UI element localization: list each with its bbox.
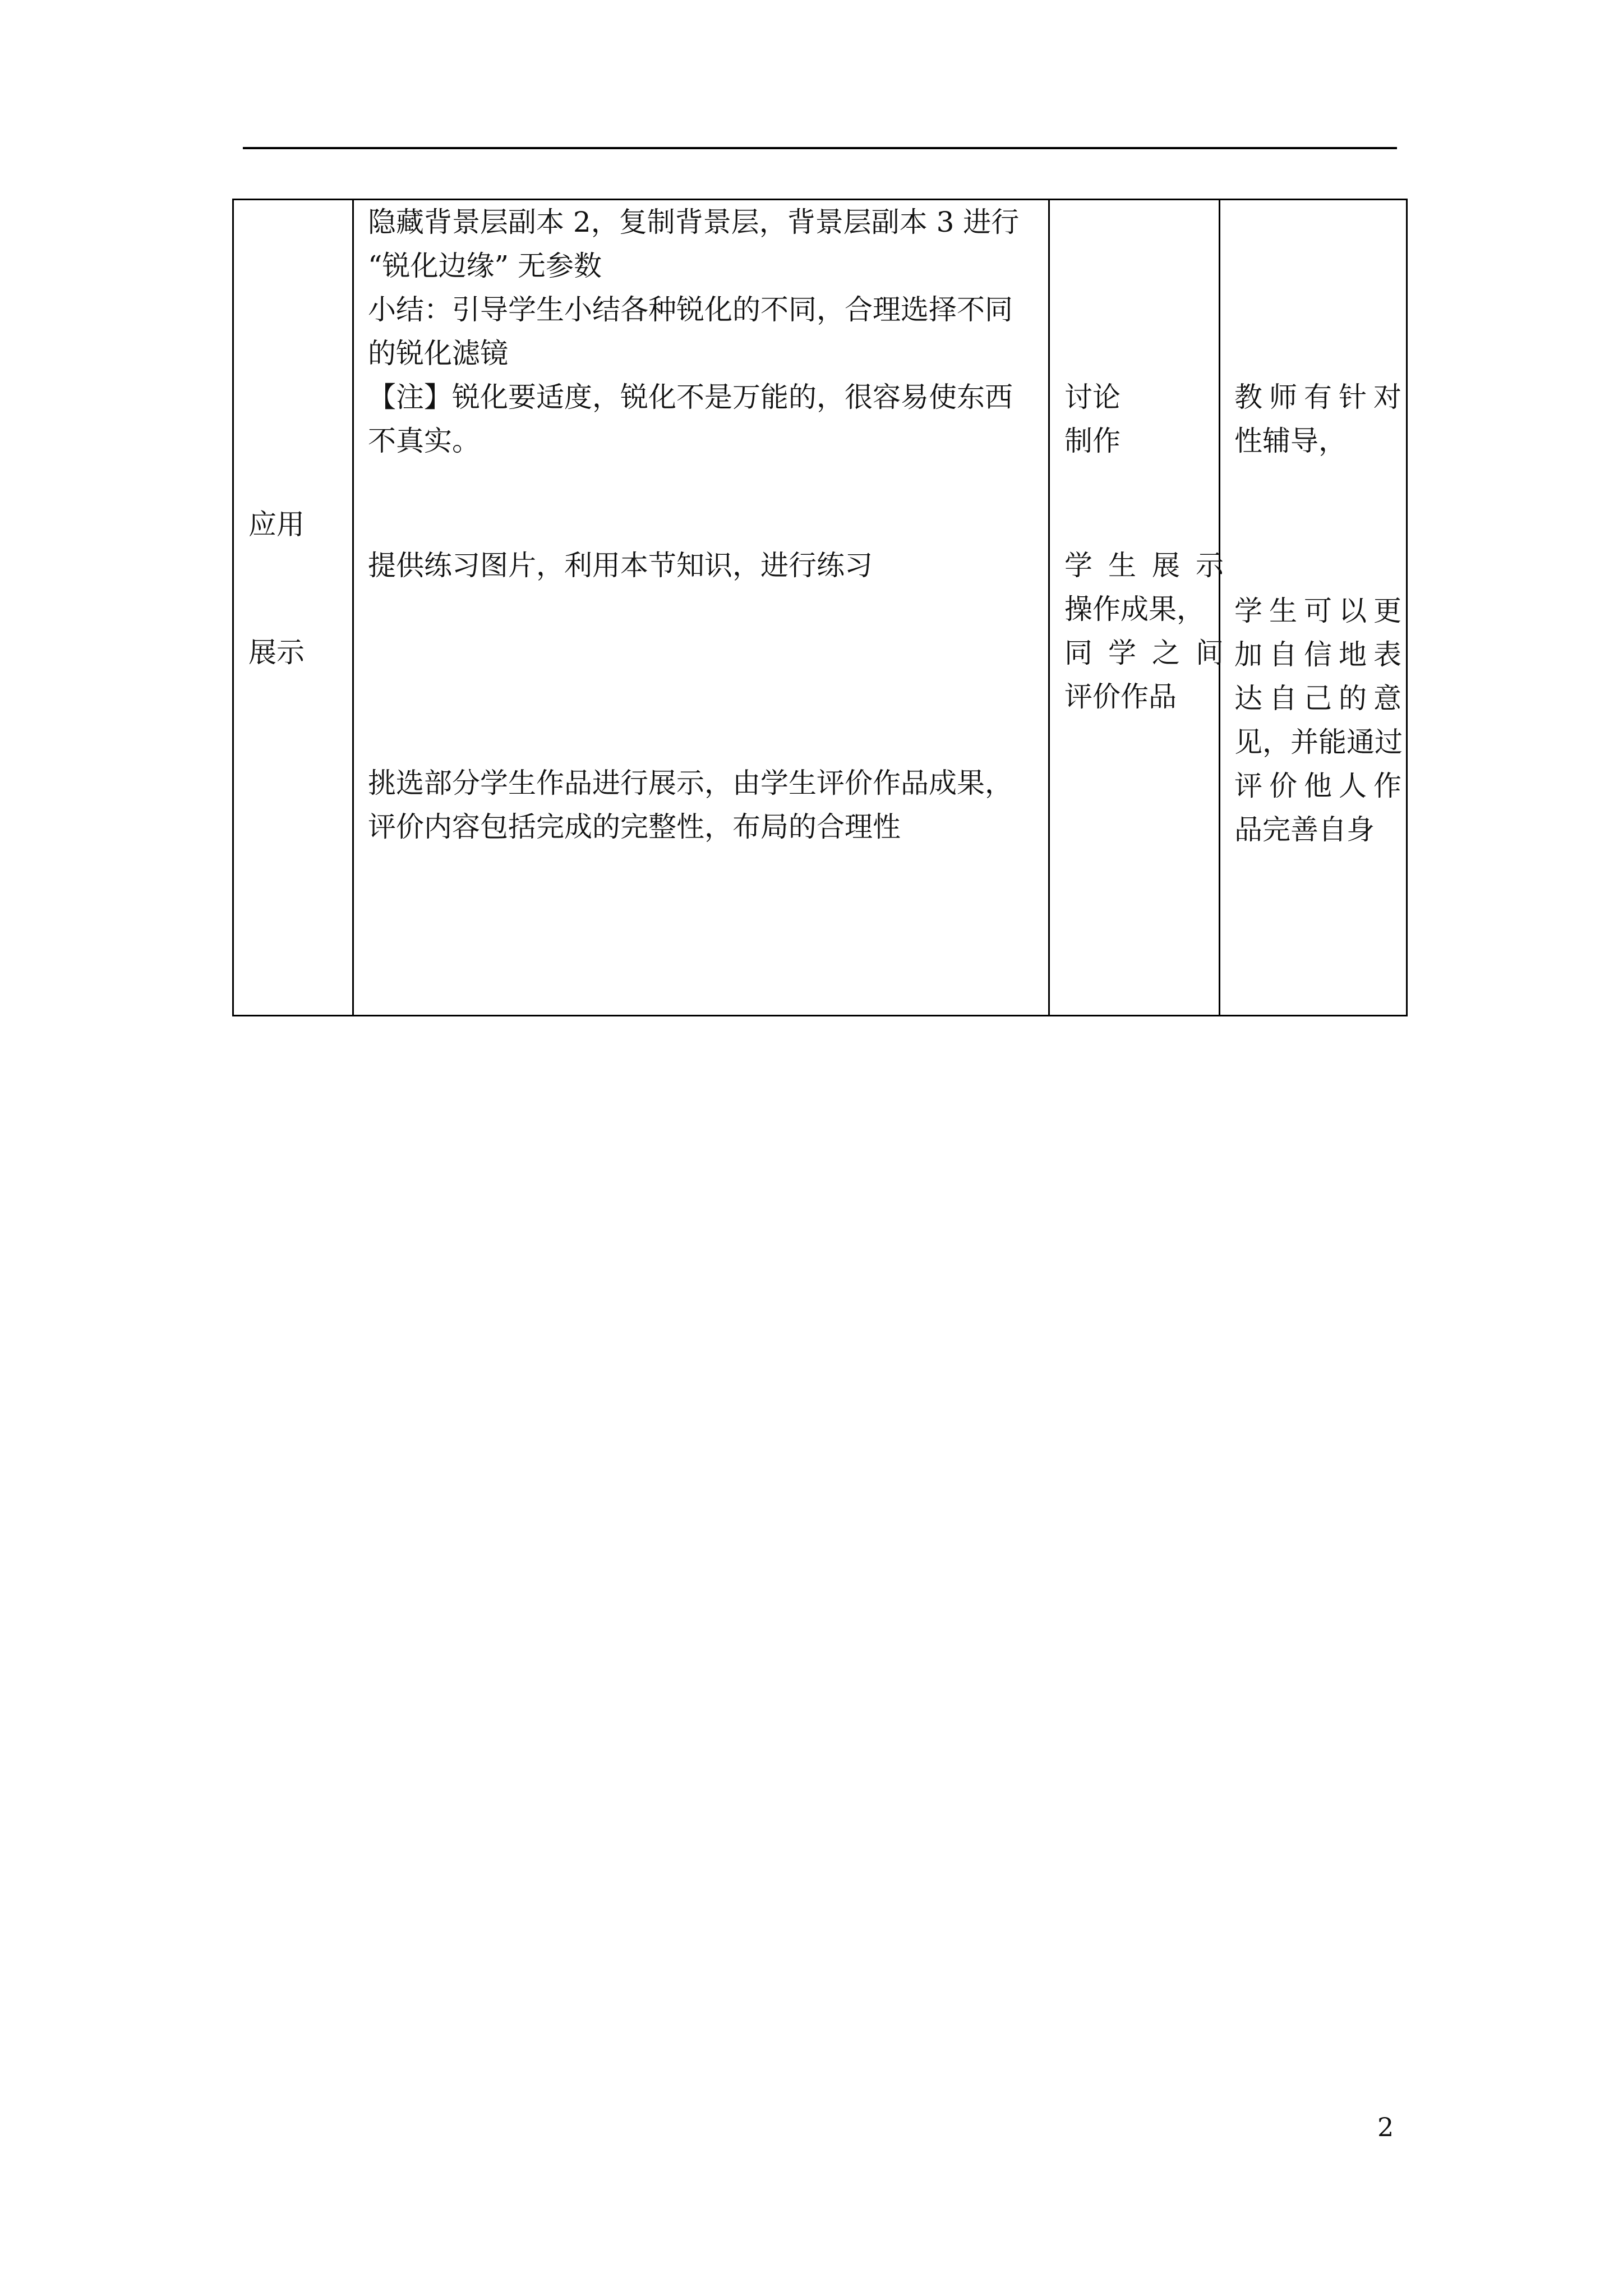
design-intent-line: 加自信地表 <box>1234 638 1408 671</box>
column-divider <box>352 200 354 1015</box>
design-intent-line: 达自己的意 <box>1234 682 1408 715</box>
student-activity-line: 学生展示 <box>1064 549 1239 582</box>
design-intent-line: 学生可以更 <box>1234 595 1408 627</box>
header-rule <box>243 147 1397 149</box>
content-line: 【注】锐化要适度，锐化不是万能的，很容易使东西 <box>368 381 1013 413</box>
stage-label-display: 展示 <box>248 636 305 669</box>
column-divider <box>1219 200 1220 1015</box>
student-activity-line: 讨论 <box>1064 381 1121 413</box>
stage-label-application: 应用 <box>248 508 305 541</box>
content-line: 提供练习图片，利用本节知识，进行练习 <box>368 549 873 582</box>
page-number: 2 <box>1377 2112 1394 2142</box>
column-divider <box>1048 200 1050 1015</box>
content-line: 不真实。 <box>368 425 480 457</box>
design-intent-line: 品完善自身 <box>1234 813 1375 846</box>
student-activity-line: 同学之间 <box>1064 637 1239 669</box>
design-intent-line: 性辅导， <box>1234 425 1347 457</box>
design-intent-line: 见，并能通过 <box>1234 726 1403 758</box>
content-line: 的锐化滤镜 <box>368 337 508 370</box>
content-line: 隐藏背景层副本 2，复制背景层，背景层副本 3 进行 <box>368 206 1020 238</box>
content-line: 挑选部分学生作品进行展示，由学生评价作品成果， <box>368 767 1013 799</box>
student-activity-line: 制作 <box>1064 425 1121 457</box>
content-line: “锐化边缘” 无参数 <box>368 250 602 282</box>
design-intent-line: 评价他人作 <box>1234 770 1408 802</box>
student-activity-line: 评价作品 <box>1064 680 1177 713</box>
design-intent-line: 教师有针对 <box>1234 381 1408 413</box>
content-line: 小结：引导学生小结各种锐化的不同，合理选择不同 <box>368 293 1013 326</box>
content-line: 评价内容包括完成的完整性，布局的合理性 <box>368 811 901 843</box>
student-activity-line: 操作成果， <box>1064 593 1205 625</box>
